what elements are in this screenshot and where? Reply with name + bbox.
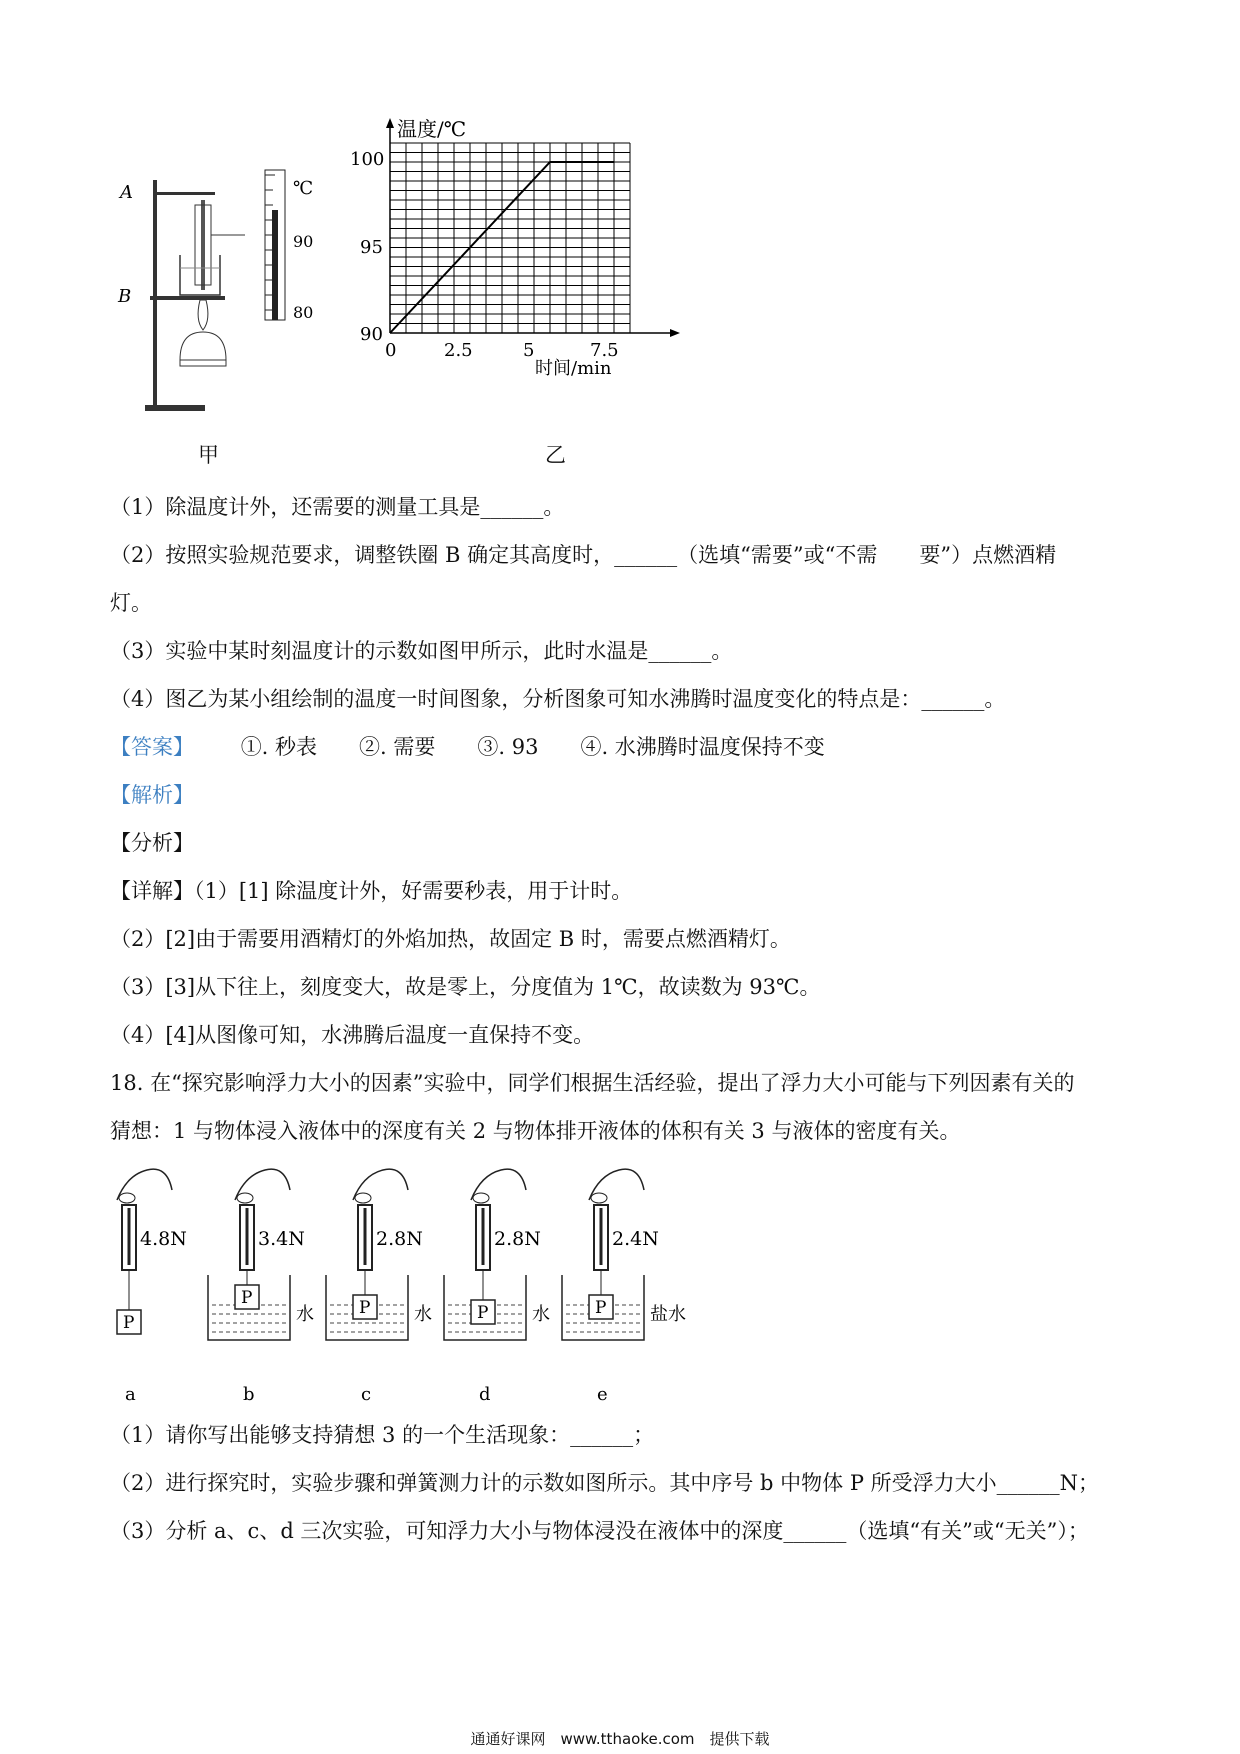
setup-b [208,1169,314,1405]
figure-jia-label: 甲 [198,443,219,467]
thermo-tick-90: 90 [293,232,314,251]
q17-line-4: （4）图乙为某小组绘制的温度一时间图象，分析图象可知水沸腾时温度变化的特点是：______。 [110,687,1006,711]
liquid-label-e: 盐水 [650,1304,686,1325]
q18-intro-b: 猜想：1 与物体浸入液体中的深度有关 2 与物体排开液体的体积有关 3 与液体的密度有关。 [110,1119,961,1143]
detail-4: （4）[4]从图像可知，水沸腾后温度一直保持不变。 [110,1023,595,1047]
q17-answer-row [110,732,825,762]
hand-icon [589,1169,644,1200]
hook-icon [473,1193,489,1203]
hook-icon [237,1193,253,1203]
reading-c: 2.8N [376,1228,423,1250]
hook-icon [355,1193,371,1203]
setup-letter-e: e [597,1384,608,1405]
figure-jia [115,160,355,460]
q17-line-2a: （2）按照实验规范要求，调整铁圈 B 确定其高度时，______（选填“需要”或“不需 要”）点燃酒精 [110,543,1057,567]
chart-xtick-0: 0 [385,340,397,361]
answer-tag: 【答案】 [110,735,194,759]
reading-a: 4.8N [140,1228,187,1250]
q17-line-2b: 灯。 [110,591,152,615]
object-p-label: P [241,1288,253,1308]
detail-2: （2）[2]由于需要用酒精灯的外焰加热，故固定 B 时，需要点燃酒精灯。 [110,927,791,951]
answer-values: ①. 秒表 ②. 需要 ③. 93 ④. 水沸腾时温度保持不变 [240,735,825,759]
page-footer: 通通好课网 www.tthaoke.com 提供下载 [470,1730,770,1748]
object-p-label: P [123,1313,135,1333]
setup-d [444,1169,550,1405]
chart-ytick-100: 100 [350,149,385,170]
chart-ytick-90: 90 [360,324,383,345]
setup-a [117,1169,187,1405]
detail-1: （1）[1] 除温度计外，好需要秒表，用于计时。 [194,879,633,903]
setup-letter-d: d [479,1384,491,1405]
fenxi-tag: 【分析】 [110,831,194,855]
detail-row-1 [110,876,632,906]
hand-icon [117,1169,172,1200]
chart-xtick-7.5: 7.5 [590,340,619,361]
chart-ytick-95: 95 [360,237,383,258]
thermo-unit: ℃ [293,178,314,199]
object-p-label: P [477,1303,489,1323]
buoyancy-figure [110,1160,710,1420]
detail-tag: 【详解】 [110,879,194,903]
stand-label-b: B [118,286,132,307]
liquid-label-b: 水 [296,1304,314,1325]
liquid-label-c: 水 [414,1304,432,1325]
chart-xlabel: 时间/min [535,358,612,379]
q18-line-1: （1）请你写出能够支持猜想 3 的一个生活现象：______； [110,1423,655,1447]
hook-icon [119,1193,135,1203]
chart-xtick-5: 5 [523,340,535,361]
q17-line-1: （1）除温度计外，还需要的测量工具是______。 [110,495,565,519]
setup-letter-b: b [243,1384,255,1405]
detail-3: （3）[3]从下往上，刻度变大，故是零上，分度值为 1℃，故读数为 93℃。 [110,975,821,999]
hand-icon [353,1169,408,1200]
q18-intro-a: 18. 在“探究影响浮力大小的因素”实验中，同学们根据生活经验，提出了浮力大小可能与下列因素有关的 [110,1071,1075,1095]
q18-line-3: （3）分析 a、c、d 三次实验，可知浮力大小与物体浸没在液体中的深度______（选填“有关”或“无关”）； [110,1519,1089,1543]
reading-d: 2.8N [494,1228,541,1250]
setup-letter-c: c [361,1384,372,1405]
figure-yi-label: 乙 [545,443,566,467]
thermo-tick-80: 80 [293,303,314,322]
hook-icon [591,1193,607,1203]
reading-e: 2.4N [612,1228,659,1250]
liquid-label-d: 水 [532,1304,550,1325]
hand-icon [471,1169,526,1200]
chart-ylabel: 温度/℃ [397,117,467,141]
setup-e [562,1169,686,1405]
chart-xtick-2.5: 2.5 [444,340,473,361]
object-p-label: P [359,1298,371,1318]
q17-line-3: （3）实验中某时刻温度计的示数如图甲所示，此时水温是______。 [110,639,733,663]
reading-b: 3.4N [258,1228,305,1250]
object-p-label: P [595,1298,607,1318]
figure-yi-chart [350,117,710,418]
stand-label-a: A [120,182,133,203]
q18-line-2: （2）进行探究时，实验步骤和弹簧测力计的示数如图所示。其中序号 b 中物体 P 所受浮力大小______N； [110,1471,1100,1495]
hand-icon [235,1169,290,1200]
analysis-tag: 【解析】 [110,783,194,807]
setup-c [326,1169,432,1405]
setup-letter-a: a [125,1384,136,1405]
